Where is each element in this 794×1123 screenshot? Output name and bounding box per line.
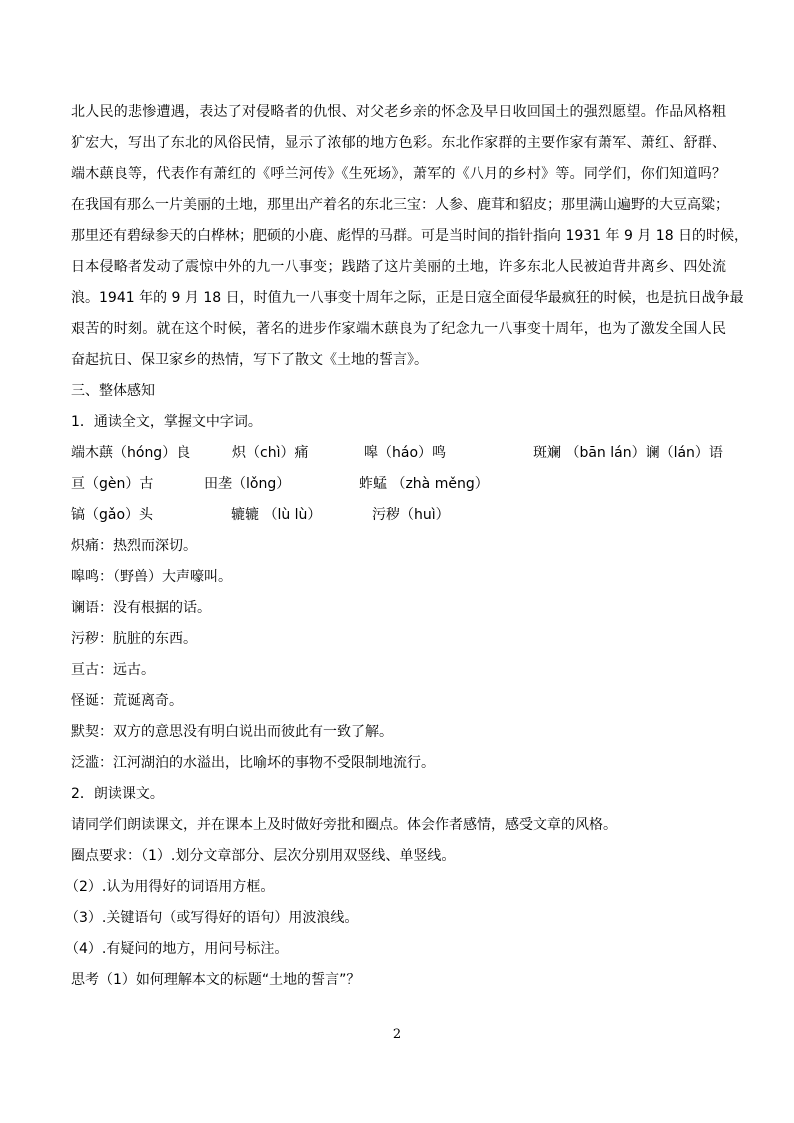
definition-item: 怪诞：荒诞离奇。 (71, 693, 183, 709)
item2-title: 2．朗读课文。 (71, 786, 164, 802)
intro-line-7: 浪。1941 年的 9 月 18 日，时值九一八事变十周年之际，正是日寇全面侵华最疯狂的时候，也是抗日战争最 (71, 290, 744, 306)
marking-rule: （3）.关键语句（或写得好的语句）用波浪线。 (65, 910, 359, 926)
pinyin-word: 炽（chì）痛 (232, 445, 309, 461)
definition-item: 炽痛：热烈而深切。 (71, 538, 197, 554)
intro-line-3: 端木蕻良等，代表作有萧红的《呼兰河传》《生死场》，萧军的《八月的乡村》等。同学们，你们知道吗？ (71, 166, 726, 182)
pinyin-word: 镐（gǎo）头 (71, 507, 154, 523)
pinyin-word: 辘辘 （lù lù） (231, 507, 322, 523)
definition-item: 亘古：远古。 (71, 662, 155, 678)
pinyin-word: 蚱蜢 （zhà měng） (359, 476, 489, 492)
marking-rule: （2）.认为用得好的词语用方框。 (65, 879, 275, 895)
definition-item: 污秽：肮脏的东西。 (71, 631, 197, 647)
page-number: 2 (392, 1027, 402, 1042)
intro-line-5: 那里还有碧绿参天的白桦林；肥硕的小鹿、彪悍的马群。可是当时间的指针指向 1931 年 9 月 18 日的时候， (71, 228, 749, 244)
section-heading: 三、整体感知 (71, 383, 155, 399)
pinyin-word: 亘（gèn）古 (71, 476, 154, 492)
pinyin-word: 田垄（lǒng） (204, 476, 291, 492)
intro-line-4: 在我国有那么一片美丽的土地，那里出产着名的东北三宝：人参、鹿茸和貂皮；那里满山遍野的大豆高粱； (71, 197, 729, 213)
item1-title: 1．通读全文，掌握文中字词。 (71, 414, 262, 430)
intro-line-2: 犷宏大，写出了东北的风俗民情，显示了浓郁的地方色彩。东北作家群的主要作家有萧军、萧红、舒群、 (71, 135, 726, 151)
definition-item: 泛滥：江河湖泊的水溢出，比喻坏的事物不受限制地流行。 (71, 755, 435, 771)
pinyin-word: 端木蕻（hóng）良 (71, 445, 191, 461)
marking-rule: 圈点要求：（1）.划分文章部分、层次分别用双竖线、单竖线。 (71, 848, 456, 864)
item2-body: 请同学们朗读课文，并在课本上及时做好旁批和圈点。体会作者感情，感受文章的风格。 (71, 817, 617, 833)
definition-item: 谰语：没有根据的话。 (71, 600, 211, 616)
intro-line-9: 奋起抗日、保卫家乡的热情，写下了散文《土地的誓言》。 (71, 352, 428, 368)
intro-line-1: 北人民的悲惨遭遇，表达了对侵略者的仇恨、对父老乡亲的怀念及早日收回国土的强烈愿望。作品风格粗 (71, 104, 726, 120)
pinyin-word: 污秽（huì） (372, 507, 450, 523)
definition-item: 嗥鸣：（野兽）大声嚎叫。 (71, 569, 232, 585)
pinyin-word: 斑斓 （bān lán）谰（lán）语 (533, 445, 723, 461)
intro-line-6: 日本侵略者发动了震惊中外的九一八事变；践踏了这片美丽的土地，许多东北人民被迫背井离乡、四处流 (71, 259, 726, 275)
marking-rule: （4）.有疑问的地方，用问号标注。 (65, 941, 289, 957)
definition-item: 默契：双方的意思没有明白说出而彼此有一致了解。 (71, 724, 393, 740)
question: 思考（1）如何理解本文的标题“土地的誓言”？ (71, 972, 361, 988)
pinyin-word: 嗥（háo）鸣 (364, 445, 447, 461)
intro-line-8: 艰苦的时刻。就在这个时候，著名的进步作家端木蕻良为了纪念九一八事变十周年，也为了激发全国人民 (71, 321, 726, 337)
